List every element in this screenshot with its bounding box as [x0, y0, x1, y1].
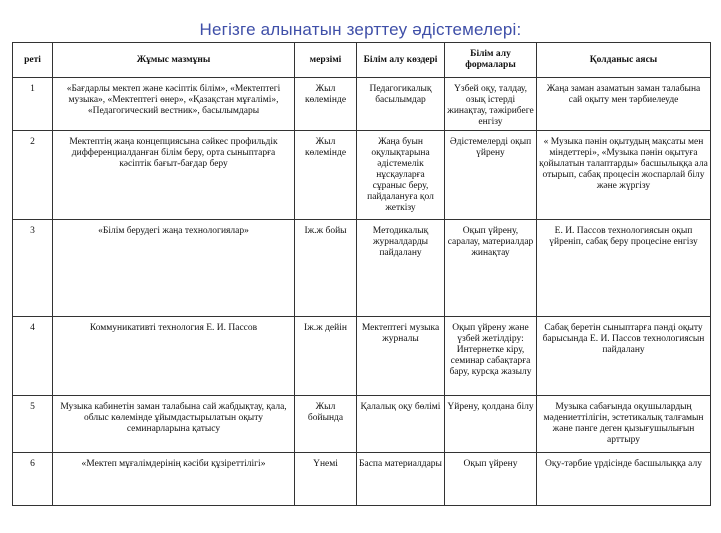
cell-sources: Педагогикалық басылымдар — [357, 78, 445, 131]
cell-application: « Музыка пәнін оқытудың мақсаты мен міндеттері», «Музыка пәнін оқытуға қойылатын талаптарды» басшылыққа ала отырып, сабақ процесін жоспарлай білу және жүргізу — [537, 131, 711, 220]
cell-application: Сабақ беретін сыныптарға пәнді оқыту барысында Е. И. Пассов технологиясын пайдалану — [537, 317, 711, 396]
table-row — [13, 78, 711, 131]
header-content: Жұмыс мазмұны — [53, 43, 295, 78]
header-application: Қолданыс аясы — [537, 43, 711, 78]
cell-order: 4 — [13, 317, 53, 396]
cell-sources: Жаңа буын оқулықтарына әдістемелік нұсқауларға сұраныс беру, пайдалануға қол жеткізу — [357, 131, 445, 220]
cell-content: Мектептің жаңа концепциясына сәйкес профильдік дифференциалданған білім беру, орта сыныптарға кәсіптік бағыт-бағдар беру — [53, 131, 295, 220]
cell-content: Коммуникативті технология Е. И. Пассов — [53, 317, 295, 396]
cell-term: Жыл көлемінде — [295, 78, 357, 131]
cell-sources: Қалалық оқу бөлімі — [357, 396, 445, 453]
cell-forms: Үзбей оқу, талдау, озық істерді жинақтау, тәжірибеге енгізу — [445, 78, 537, 131]
header-forms: Білім алу формалары — [445, 43, 537, 78]
cell-application: Музыка сабағында оқушылардың мәдениеттілігін, эстетикалық талғамын және пәнге деген қызығушылығын арттыру — [537, 396, 711, 453]
cell-forms: Үйрену, қолдана білу — [445, 396, 537, 453]
header-term: мерзімі — [295, 43, 357, 78]
header-order: реті — [13, 43, 53, 78]
table-row — [13, 220, 711, 317]
cell-content: Музыка кабинетін заман талабына сай жабдықтау, қала, облыс көлемінде ұйымдастырылатын оқыту семинарларына қатысу — [53, 396, 295, 453]
cell-term: Үнемі — [295, 453, 357, 506]
cell-application: Оқу-тәрбие үрдісінде басшылыққа алу — [537, 453, 711, 506]
cell-order: 3 — [13, 220, 53, 317]
cell-order: 2 — [13, 131, 53, 220]
cell-forms: Оқып үйрену және үзбей жетілдіру: Интернетке кіру, семинар сабақтарға бару, курсқа жазылу — [445, 317, 537, 396]
cell-sources: Баспа материалдары — [357, 453, 445, 506]
cell-content: «Мектеп мұғалімдерінің кәсіби құзіреттілігі» — [53, 453, 295, 506]
cell-order: 6 — [13, 453, 53, 506]
cell-term: Жыл бойында — [295, 396, 357, 453]
cell-forms: Оқып үйрену, саралау, материалдар жинақтау — [445, 220, 537, 317]
methods-table — [12, 42, 711, 506]
cell-forms: Әдістемелерді оқып үйрену — [445, 131, 537, 220]
cell-term: Жыл көлемінде — [295, 131, 357, 220]
cell-order: 1 — [13, 78, 53, 131]
table-row — [13, 131, 711, 220]
header-sources: Білім алу көздері — [357, 43, 445, 78]
cell-content: «Білім берудегі жаңа технологиялар» — [53, 220, 295, 317]
table-row — [13, 317, 711, 396]
table-header-row — [13, 43, 711, 78]
table-row — [13, 453, 711, 506]
page-title: Негізге алынатын зерттеу әдістемелері: — [199, 20, 522, 39]
methods-table-container — [12, 42, 710, 506]
cell-term: Іж.ж бойы — [295, 220, 357, 317]
cell-content: «Бағдарлы мектеп және кәсіптік білім», «Мектептегі музыка», «Мектептегі өнер», «Қазақстан мұғалімі», «Педагогический вестник», басылымдары — [53, 78, 295, 131]
cell-term: Іж.ж дейін — [295, 317, 357, 396]
cell-application: Жаңа заман азаматын заман талабына сай оқыту мен тәрбиелеуде — [537, 78, 711, 131]
cell-sources: Мектептегі музыка журналы — [357, 317, 445, 396]
cell-application: Е. И. Пассов технологиясын оқып үйреніп, сабақ беру процесіне енгізу — [537, 220, 711, 317]
cell-forms: Оқып үйрену — [445, 453, 537, 506]
table-row — [13, 396, 711, 453]
cell-order: 5 — [13, 396, 53, 453]
cell-sources: Методикалық журналдарды пайдалану — [357, 220, 445, 317]
